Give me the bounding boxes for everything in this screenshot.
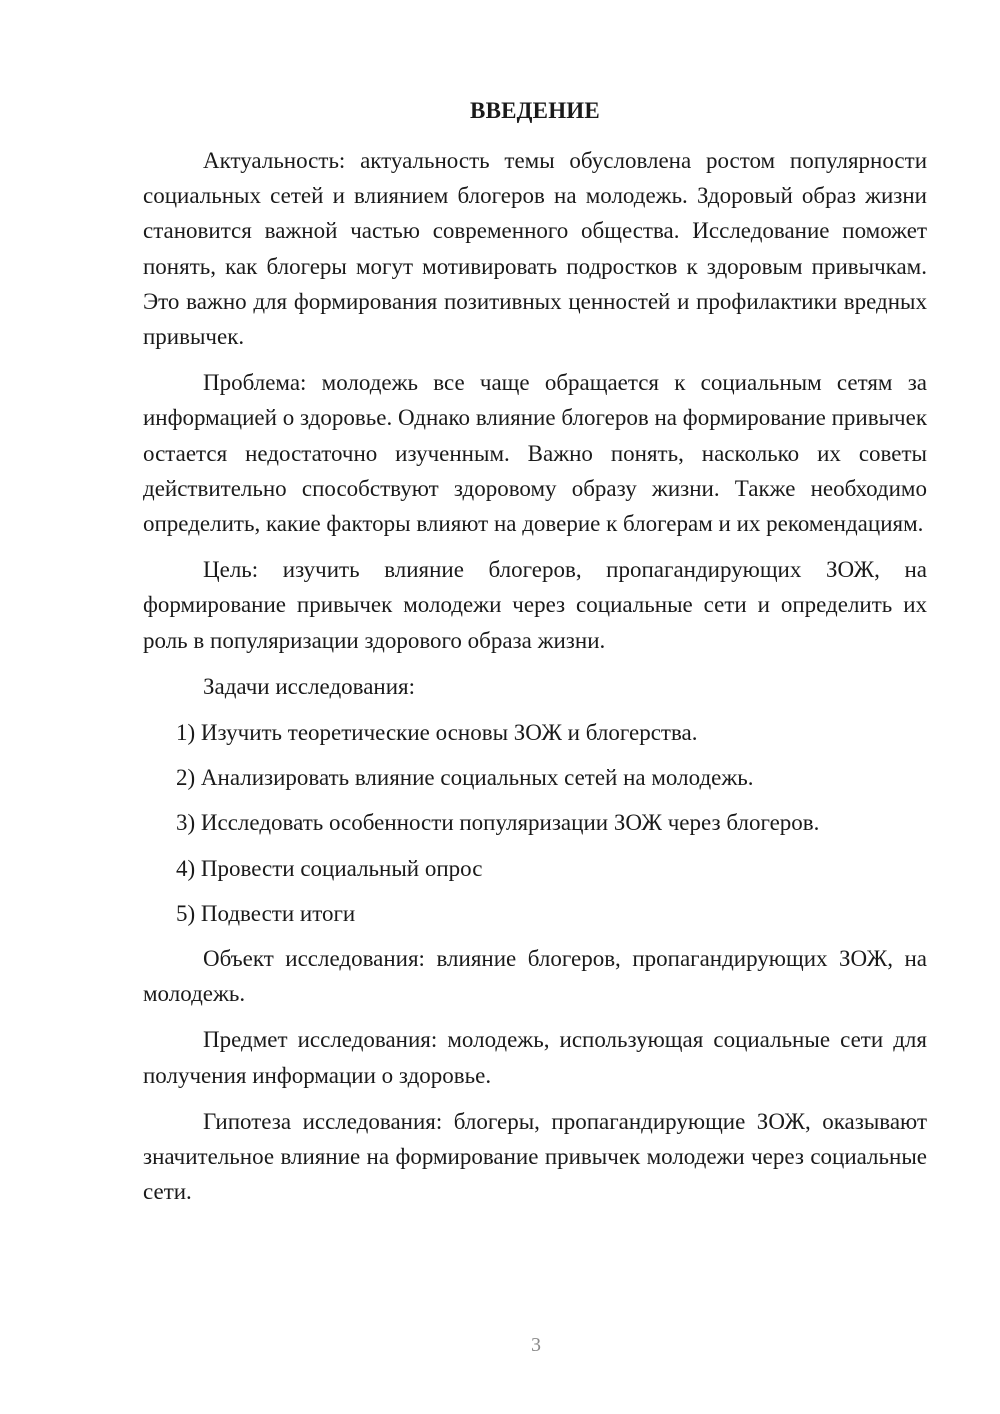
page-title: ВВЕДЕНИЕ	[470, 98, 600, 123]
paragraph-goal: Цель: изучить влияние блогеров, пропагандирующих ЗОЖ, на формирование привычек молодежи через социальные сети и определить их роль в популяризации здорового образа жизни.	[143, 557, 927, 653]
paragraph-subject: Предмет исследования: молодежь, использующая социальные сети для получения информации о здоровье.	[143, 1027, 927, 1088]
tasks-list	[143, 715, 927, 931]
list-item: 1) Изучить теоретические основы ЗОЖ и блогерства.	[176, 720, 698, 746]
paragraph-relevance: Актуальность: актуальность темы обусловлена ростом популярности социальных сетей и влиянием блогеров на молодежь. Здоровый образ жизни становится важной частью современного общества. Исследование поможет понять, как блогеры могут мотивировать подростков к здоровым привычкам. Это важно для формирования позитивных ценностей и профилактики вредных привычек.	[143, 148, 927, 350]
page-number: 3	[531, 1334, 541, 1356]
list-item: 2) Анализировать влияние социальных сетей на молодежь.	[176, 765, 754, 791]
tasks-heading: Задачи исследования:	[203, 673, 416, 699]
paragraph-hypothesis: Гипотеза исследования: блогеры, пропагандирующие ЗОЖ, оказывают значительное влияние на формирование привычек молодежи через социальные сети.	[143, 1108, 927, 1205]
list-item: 3) Исследовать особенности популяризации ЗОЖ через блогеров.	[176, 810, 820, 836]
page-content	[143, 96, 927, 1209]
paragraph-object: Объект исследования: влияние блогеров, пропагандирующих ЗОЖ, на молодежь.	[143, 946, 927, 1007]
paragraph-problem: Проблема: молодежь все чаще обращается к социальным сетям за информацией о здоровье. Однако влияние блогеров на формирование привычек остается недостаточно изученным. Важно понять, насколько их советы действительно способствуют здоровому образу жизни. Также необходимо определить, какие факторы влияют на доверие к блогерам и их рекомендациям.	[143, 370, 927, 537]
list-item: 5) Подвести итоги	[176, 900, 356, 926]
list-item: 4) Провести социальный опрос	[176, 855, 483, 881]
